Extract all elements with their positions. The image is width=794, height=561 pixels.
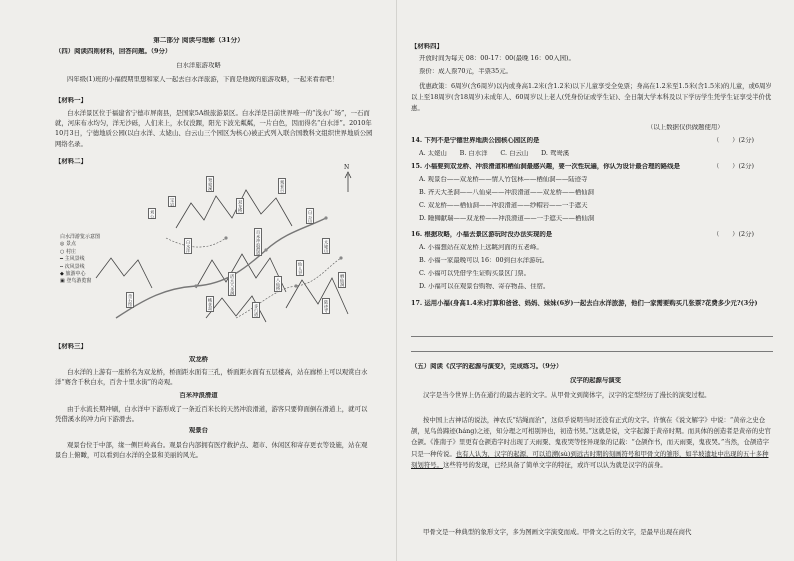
- legend-item-4: ◆ 旅游中心: [60, 271, 86, 278]
- legend-item-3: ┅ 次风景线: [60, 263, 85, 270]
- section4-heading: （四）阅读四则材料，回答问题。（9分）: [55, 48, 172, 55]
- question-14: 14. 下列不是宁德世界地质公园核心园区的是: [411, 137, 540, 144]
- question-16-option-a: A. 小福想站在双龙桥上远眺河面的五老峰。: [419, 244, 543, 251]
- question-16-option-d: D. 小福可以在观景台购物、寄存物品、住宿。: [419, 283, 550, 290]
- underlined-sentence: 也有人认为，汉字的起源，可以追溯(sù)到远古时期的刻画符号和甲骨文的雏形，如半坡遗址中出现的五十多种刻划符号。: [411, 449, 769, 469]
- legend-item-1: ○ 村庄: [60, 248, 76, 255]
- tourist-map: [56, 164, 366, 338]
- platform-paragraph: 观景台位于中部，缘一侧巨岭高台。观景台内部拥有医疗救护点、超市、休闲区和寄存更衣等设施，站在观景台上俯瞰，可以看到白水洋的全景和美丽的风光。: [55, 441, 368, 460]
- answer-line-2[interactable]: [411, 351, 773, 352]
- question-15-option-b: B. 齐天大圣洞——八仙桌——冲浪滑道——双龙桥——栖仙洞: [419, 189, 594, 196]
- paragraph-2-tail: 这些符号的发现，已经具备了简单文字的特征，或许可以认为就是汉字的前身。: [442, 460, 667, 469]
- material3-label: 【材料三】: [55, 343, 87, 350]
- map-label-9: 仙人谷: [296, 260, 304, 276]
- map-label-0: 鸳鸯溪: [206, 176, 214, 192]
- intro-paragraph: 四年级(1)班的小福假期里想和家人一起去白水洋旅游，下面是他做的旅游攻略，一起来看看吧！: [67, 76, 339, 83]
- question-15: 15. 小福要到双龙桥、冲浪滑道和栖仙洞最感兴趣，要一次性玩遍，你认为设计最合理的路线是: [411, 163, 680, 170]
- map-label-12: 桃花岛: [206, 296, 214, 312]
- opening-hours: 开放时间为每天 08：00-17：00(最晚 16：00入园)。: [419, 55, 575, 62]
- bridge-paragraph: 白水洋的上游有一座桥名为双龙桥，桥面距水面有三孔，桥面距水面有五层楼高，站在廊桥上可以观赏白水洋“赛含千秋白水，百舍十里水街”的奇观。: [55, 368, 368, 387]
- map-label-5: 宝岩: [168, 196, 176, 207]
- ticket-price: 票价：成人票70元，半票35元。: [419, 68, 512, 75]
- article2-title: 汉字的起源与演变: [569, 377, 622, 384]
- article-title: 白水洋旅游攻略: [176, 62, 221, 69]
- map-label-15: 奇石馆: [126, 292, 134, 308]
- part-title: 第二部分 阅读与理解（31分）: [153, 37, 244, 44]
- answer-line-1[interactable]: [411, 336, 773, 337]
- map-label-3: 观景台: [278, 178, 286, 194]
- article2-paragraph-2: [411, 415, 773, 524]
- slide-paragraph: 由于水流长期冲刷，白水洋中下游形成了一条近百米长的天然冲浪滑道，游客只要仰面倒在滑道上，就可以凭借溪水的冲力向下游滑去。: [55, 405, 368, 424]
- discount-policy: 优惠政策：6周岁(含6周岁)以内或身高1.2米(含1.2米)以下儿童享受全免票；身高在1.2米至1.5米(含1.5米)的儿童，或6周岁以上至18周岁(含18周岁)未成年人、60周岁以上老人(凭身份证或学生证)、全日制大学本科及以下学历学生凭学生证享受半价优惠。: [411, 82, 772, 112]
- bridge-heading: 双龙桥: [188, 356, 209, 363]
- article2-paragraph-1: 汉字是当今世界上仍在通行的最古老的文字。从甲骨文到简体字，汉字的定型经历了漫长的演变过程。: [423, 391, 711, 399]
- map-drawing: [56, 168, 366, 338]
- legend-title: 白水洋游览示意图: [60, 234, 101, 240]
- map-label-11: 济天大圣洞: [228, 272, 236, 296]
- map-label-6: 刘公: [148, 208, 156, 219]
- compass-icon: [345, 172, 351, 192]
- map-label-8: 太姥山: [322, 238, 330, 254]
- map-label-14: 陆迹寺: [322, 298, 330, 314]
- map-label-13: 栖仙洞: [338, 272, 346, 288]
- compass-north-label: N: [344, 164, 350, 171]
- question-16-score: （ ）(2分): [713, 231, 755, 238]
- question-14-options: A. 太姥山 B. 白水洋 C. 白云山 D. 鸳鸯溪: [419, 150, 570, 157]
- question-16: 16. 根据攻略，小福去景区游玩时没办法实现的是: [411, 231, 553, 238]
- map-label-2: 百米冲浪滑道: [254, 228, 262, 256]
- data-note: （以上数据仅供做题使用）: [647, 124, 724, 131]
- right-page: [397, 0, 794, 561]
- platform-heading: 观景台: [188, 427, 209, 434]
- question-15-option-d: D. 睡狮献瑞——双龙桥——冲浪滑道——一手遮天——栖仙洞: [419, 215, 595, 222]
- legend-item-2: ━ 主风景线: [60, 256, 85, 263]
- article2-paragraph-3: 甲骨文是一种典型的象形文字，多为图画文字演变而成。甲骨文之后的文字，是最早出现在商代: [423, 528, 692, 536]
- question-17: 17. 运用小福(身高1.4米)打算和爸爸、妈妈、妹妹(6岁)一起去白水洋旅游，他们一家需要购买几张票?花费多少元?(3分): [411, 299, 758, 307]
- material2-label: 【材料二】: [55, 158, 87, 165]
- map-label-16: 步行道: [252, 302, 260, 318]
- material1-label: 【材料一】: [55, 97, 87, 104]
- question-14-score: （ ）(2分): [713, 137, 755, 144]
- map-label-7: 白云山: [306, 208, 314, 224]
- legend-item-0: ◎ 景点: [60, 241, 76, 248]
- material4-label: 【材料四】: [411, 43, 443, 50]
- map-label-4: 白水洋: [184, 238, 192, 254]
- paragraph-2-text: 按中国上古神话的说法，神农氏“结绳而治”，这似乎说明当时还没有正式的文字。许慎在《说文解字》中说：“黄帝之史仓颉，见鸟兽蹄迹(háng)之迹，知分理之可相别异也，初造书契。”这就是说，文字起源于黄帝时期。而具体的创造者是黄帝的史官仓颉。《淮南子》里更有仓颉造字时出现了天雨粟、鬼夜哭等怪异现象的记载：“仓颉作书，而天雨粟，鬼夜哭。”当然，仓颉造字只是一种传说。: [411, 416, 771, 458]
- question-15-option-c: C. 双龙桥——栖仙洞——冲浪滑道——纱帽岩——一手遮天: [419, 202, 588, 209]
- map-label-10: 八仙桥: [274, 276, 282, 292]
- section5-heading: （五）阅读《汉字的起源与演变》，完成练习。（9分）: [411, 363, 563, 370]
- question-15-option-a: A. 观景台——双龙桥——情人竹包林——栖仙洞——陆迹寺: [419, 176, 588, 183]
- map-legend: [60, 234, 100, 286]
- legend-item-5: ▣ 登鸟游览窗: [60, 278, 92, 285]
- map-label-1: 双龙桥: [236, 198, 244, 214]
- question-16-option-b: B. 小福一家最晚可以 16：00到白水洋游玩。: [419, 257, 549, 264]
- material1-text: 白水洋景区位于福建省宁德市屏南县，是国家5A级旅游景区。白水洋是目前世界唯一的“浅水广场”，一石而就，河床布水均匀，洋无沙砾，人们来上，水仅没踝，阳光下波光粼粼，一片白色，因而得名“白水洋”。2010年10月3日，宁德地质公园(以白水洋、太姥山、白云山三个园区为核心)被正式列入联合国教科文组织世界地质公园网络名录。: [55, 109, 373, 148]
- slide-heading: 百米冲浪滑道: [179, 392, 218, 399]
- question-16-option-c: C. 小福可以凭借学生证购买景区门票。: [419, 270, 530, 277]
- question-15-score: （ ）(2分): [713, 163, 755, 170]
